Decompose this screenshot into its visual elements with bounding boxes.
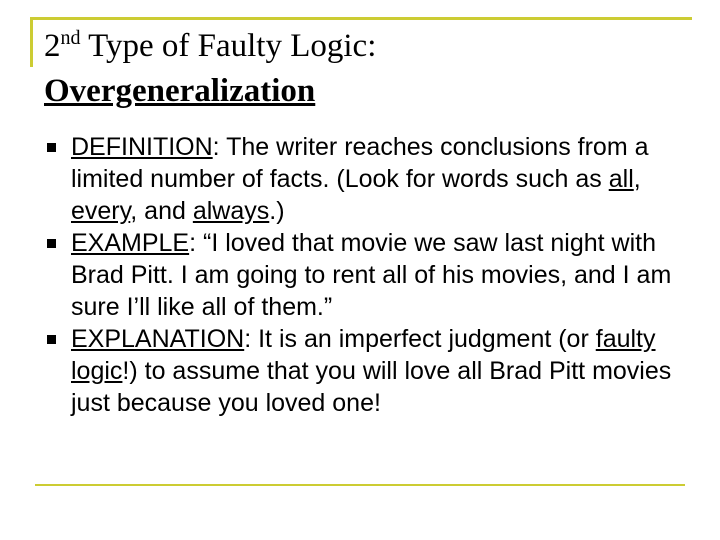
example-text: “I loved that movie we saw last night with Brad Pitt. I am going to rent all of his movies, and I am sure I’ll like all of them.”: [71, 229, 672, 321]
explanation-text: It is an imperfect judgment (or: [251, 325, 596, 353]
keyword-every: every: [71, 197, 131, 225]
definition-label: DEFINITION: [71, 133, 213, 161]
example-colon: :: [189, 229, 197, 257]
title-line-1-rest: Type of Faulty Logic:: [80, 28, 377, 64]
definition-colon: :: [212, 133, 220, 161]
title-line-1: [44, 28, 376, 64]
definition-text: The writer reaches conclusions from a limited number of facts. (Look for words such as: [71, 133, 649, 193]
square-bullet-icon: [47, 239, 56, 248]
definition-and: , and: [130, 197, 193, 225]
title-line-2: Overgeneralization: [44, 73, 316, 109]
explanation-rest: !) to assume that you will love all Brad Pitt movies just because you loved one!: [71, 357, 672, 417]
title-ordinal-suffix: nd: [60, 27, 81, 49]
example-label: EXAMPLE: [71, 229, 190, 257]
keyword-faulty-logic: faulty logic: [71, 325, 656, 385]
explanation-colon: :: [244, 325, 252, 353]
frame-left-line: [30, 17, 33, 67]
bullet-explanation: [44, 323, 684, 419]
bullet-example: [44, 227, 684, 323]
bullet-list: [44, 131, 684, 419]
keyword-always: always: [192, 197, 270, 225]
explanation-label: EXPLANATION: [71, 325, 245, 353]
frame-bottom-line: [35, 484, 685, 486]
definition-comma-1: ,: [633, 165, 641, 193]
slide-title: [44, 24, 684, 114]
keyword-all: all: [608, 165, 634, 193]
title-ordinal-number: 2: [44, 28, 61, 64]
square-bullet-icon: [47, 335, 56, 344]
frame-top-line: [30, 17, 692, 20]
square-bullet-icon: [47, 143, 56, 152]
definition-end: .): [269, 197, 285, 225]
bullet-definition: [44, 131, 684, 227]
